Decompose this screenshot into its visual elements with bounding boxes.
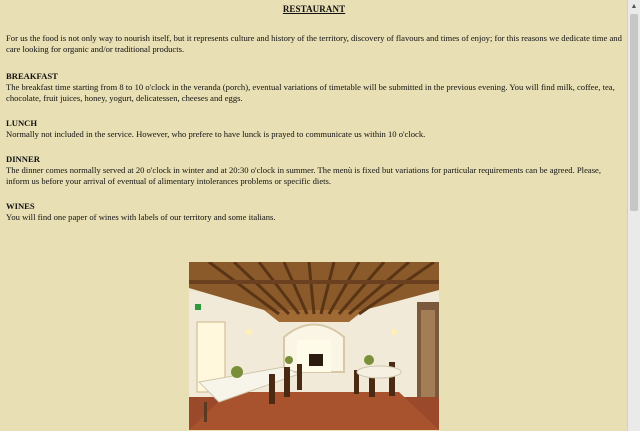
- section-dinner: [6, 154, 622, 187]
- section-heading: LUNCH: [6, 118, 38, 128]
- section-heading: DINNER: [6, 154, 40, 164]
- section-heading: WINES: [6, 201, 35, 211]
- page-title: RESTAURANT: [282, 4, 346, 14]
- section-text: You will find one paper of wines with labels of our territory and some italians.: [6, 212, 276, 222]
- intro-text: For us the food is not only way to nourish itself, but it represents culture and history of the territory, discovery of flavours and times of enjoy; for this reasons we dedicate time and care looking for organic and/or traditional products.: [6, 33, 622, 54]
- section-heading: BREAKFAST: [6, 71, 58, 81]
- section-breakfast: [6, 71, 622, 104]
- vertical-scrollbar[interactable]: [627, 0, 640, 431]
- section-text: Normally not included in the service. However, who prefere to have lunck is prayed to communicate us within 10 o'clock.: [6, 129, 426, 139]
- triangle-up-icon[interactable]: ▲: [630, 2, 638, 10]
- section-wines: [6, 201, 622, 223]
- scrollbar-thumb[interactable]: [630, 14, 638, 211]
- restaurant-photo: [189, 262, 439, 430]
- section-text: The breakfast time starting from 8 to 10 o'clock in the veranda (porch), eventual variations of timetable will be submitted in the previous evening. You will find milk, coffee, tea, chocolate, fruit juices, honey, yogurt, delicatessen, cheeses and eggs.: [6, 82, 615, 103]
- section-lunch: [6, 118, 622, 140]
- section-text: The dinner comes normally served at 20 o'clock in winter and at 20:30 o'clock in summer. The menù is fixed but variations for particular requirements can be agreed. Please, inform us before your arrival of eventual of alimentary intolerances problems or specific diets.: [6, 165, 602, 186]
